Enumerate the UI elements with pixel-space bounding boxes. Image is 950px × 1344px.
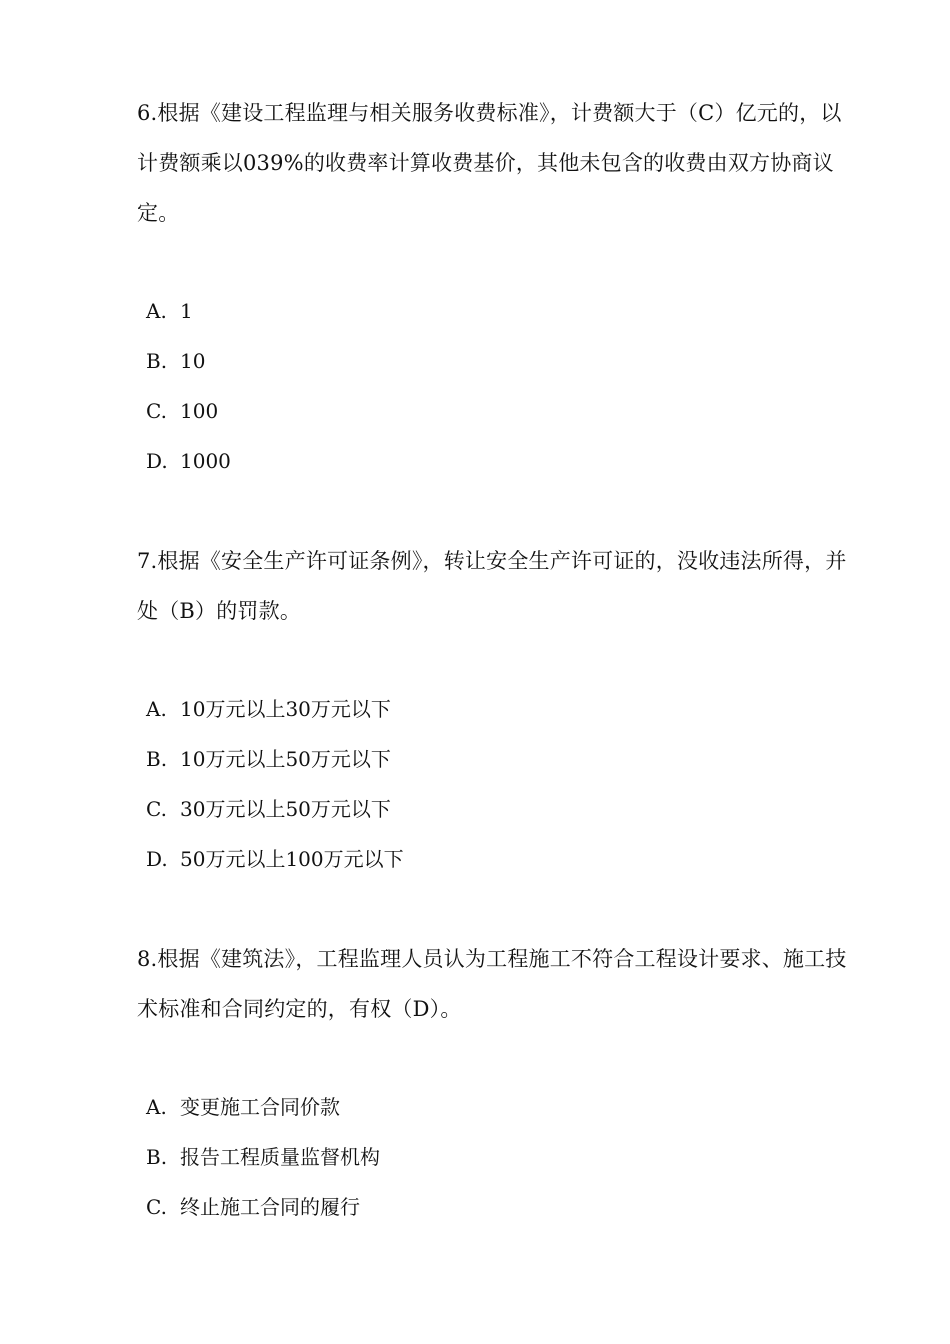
question-7-option-c [146, 795, 391, 823]
question-7-option-a [146, 695, 391, 723]
option-text: 10万元以上50万元以下 [180, 747, 391, 771]
question-7-option-b [146, 745, 391, 773]
question-7-text: 7.根据《安全生产许可证条例》，转让安全生产许可证的，没收违法所得，并处（B）的罚款。 [137, 549, 847, 623]
question-7-option-d [146, 845, 404, 873]
question-8-option-b [146, 1143, 380, 1171]
question-6-text: 6.根据《建设工程监理与相关服务收费标准》，计费额大于（C）亿元的，以计费额乘以039%的收费率计算收费基价，其他未包含的收费由双方协商议定。 [137, 101, 842, 225]
option-letter: B. [146, 747, 168, 771]
option-letter: D. [146, 847, 168, 871]
option-text: 50万元以上100万元以下 [180, 847, 404, 871]
option-text: 100 [180, 399, 219, 423]
option-text: 1000 [180, 449, 231, 473]
option-letter: B. [146, 349, 168, 373]
option-text: 10万元以上30万元以下 [180, 697, 391, 721]
option-text: 报告工程质量监督机构 [180, 1145, 380, 1169]
question-6-option-d [146, 447, 231, 475]
option-letter: A. [146, 1095, 167, 1119]
question-6-option-a [146, 297, 193, 325]
option-letter: C. [146, 797, 167, 821]
option-text: 变更施工合同价款 [180, 1095, 340, 1119]
option-letter: C. [146, 1195, 167, 1219]
question-8-text: 8.根据《建筑法》，工程监理人员认为工程施工不符合工程设计要求、施工技术标准和合同约定的，有权（D）。 [137, 947, 847, 1021]
option-letter: C. [146, 399, 167, 423]
option-letter: D. [146, 449, 168, 473]
option-letter: A. [146, 299, 167, 323]
option-letter: B. [146, 1145, 168, 1169]
option-text: 30万元以上50万元以下 [180, 797, 391, 821]
question-6-option-c [146, 397, 218, 425]
question-8-option-c [146, 1193, 360, 1221]
option-letter: A. [146, 697, 167, 721]
question-6-option-b [146, 347, 205, 375]
question-8-option-a [146, 1093, 340, 1121]
option-text: 10 [180, 349, 206, 373]
option-text: 1 [180, 299, 193, 323]
option-text: 终止施工合同的履行 [180, 1195, 360, 1219]
